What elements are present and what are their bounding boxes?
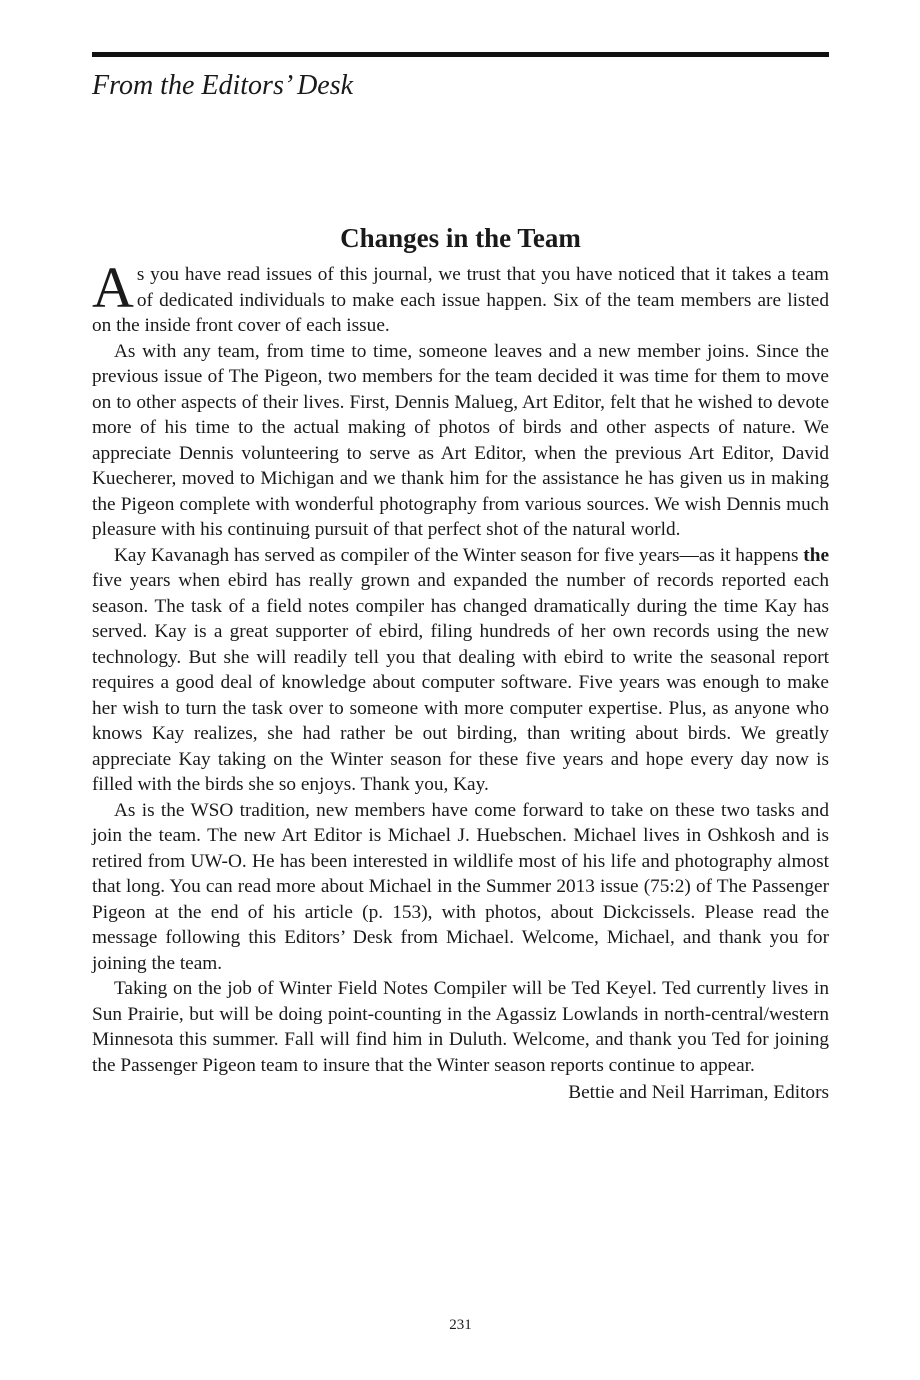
editors-signature: Bettie and Neil Harriman, Editors bbox=[568, 1082, 829, 1103]
paragraph-1 bbox=[92, 255, 829, 339]
drop-cap: A bbox=[92, 255, 134, 320]
paragraph-3-bold-word: the bbox=[803, 544, 829, 566]
section-title: From the Editors’ Desk bbox=[92, 70, 354, 101]
header-rule bbox=[92, 52, 829, 57]
paragraph-4: As is the WSO tradition, new members have come forward to take on these two tasks and join the team. The new Art Editor is Michael J. Huebschen. Michael lives in Oshkosh and is retired from UW-O. He has been interested in wildlife most of his life and photography almost that long. You can read more about Michael in the Summer 2013 issue (75:2) of The Passenger Pigeon at the end of his article (p. 153), with photos, about Dickcissels. Please read the message following this Editors’ Desk from Michael. Welcome, Michael, and thank you for joining the team. bbox=[92, 799, 829, 974]
paragraph-3-text-start: Kay Kavanagh has served as compiler of the Winter season for five years—as it happens bbox=[114, 544, 804, 566]
paragraph-1-text: s you have read issues of this journal, we trust that you have noticed that it takes a team of dedicated individuals to make each issue happen. Six of the team members are listed on the inside front cover of each issue. bbox=[92, 264, 829, 336]
paragraph-5: Taking on the job of Winter Field Notes Compiler will be Ted Keyel. Ted currently lives in Sun Prairie, but will be doing point-counting in the Agassiz Lowlands in north-central/western Minnesota this summer. Fall will find him in Duluth. Welcome, and thank you Ted for joining the Passenger Pigeon team to insure that the Winter season reports continue to appear. bbox=[92, 978, 829, 1076]
journal-page bbox=[92, 0, 829, 1380]
paragraph-2: As with any team, from time to time, someone leaves and a new member joins. Since the previous issue of The Pigeon, two members for the team decided it was time for them to move on to other aspects of their lives. First, Dennis Malueg, Art Editor, felt that he wished to devote more of his time to the actual making of photos of birds and other aspects of nature. We appreciate Dennis volunteering to serve as Art Editor, when the previous Art Editor, David Kuecherer, moved to Michigan and we thank him for the assistance he has given us in making the Pigeon complete with wonderful photography from various sources. We wish Dennis much pleasure with his continuing pursuit of that perfect shot of the natural world. bbox=[92, 340, 829, 540]
paragraph-3 bbox=[92, 543, 829, 798]
paragraph-3-text-end: five years when ebird has really grown and expanded the number of records reported each season. The task of a field notes compiler has changed dramatically during the time Kay has served. Kay is a great supporter of ebird, filing hundreds of her own records using the new technology. But she will readily tell you that dealing with ebird to write the seasonal report requires a good deal of knowledge about computer software. Five years was enough to make her wish to turn the task over to someone with more computer expertise. Plus, as anyone who knows Kay realizes, she had rather be out birding, than writing about birds. We greatly appreciate Kay taking on the Winter season for these five years and hope every day now is filled with the birds she so enjoys. Thank you, Kay. bbox=[92, 570, 829, 795]
article-title: Changes in the Team bbox=[340, 223, 581, 254]
page-number: 231 bbox=[449, 1317, 472, 1333]
article-body bbox=[92, 255, 829, 1106]
